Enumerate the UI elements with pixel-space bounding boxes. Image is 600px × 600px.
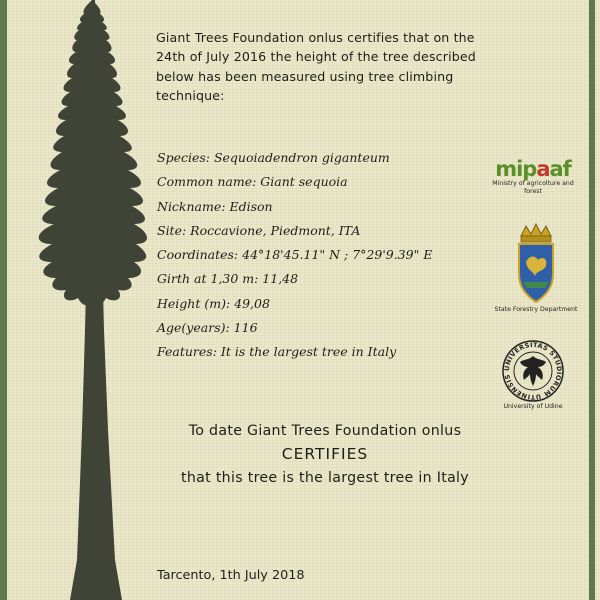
- mipaaf-wordmark: mipaaf: [495, 157, 571, 181]
- intro-paragraph: Giant Trees Foundation onlus certifies that on the 24th of July 2016 the height of the tree described below has been measured using tree climbing technique:: [156, 30, 476, 103]
- udine-logo: [492, 340, 574, 411]
- forestry-logo: [488, 222, 584, 314]
- certification-statement: [150, 421, 500, 488]
- forestry-caption: State Forestry Department: [494, 306, 578, 313]
- svg-text:UNIVERSITAS STUDIORUM UTINENSI: UNIVERSITAS STUDIORUM UTINENSIS: [502, 340, 564, 402]
- fact-common-name: Common name: Giant sequoia: [157, 174, 348, 190]
- statement-certifies: CERTIFIES: [281, 445, 369, 463]
- fact-height: Height (m): 49,08: [157, 295, 270, 311]
- fact-species: Species: Sequoiadendron giganteum: [157, 150, 390, 165]
- statement-line-1: To date Giant Trees Foundation onlus: [188, 423, 462, 439]
- right-green-border: [589, 0, 595, 600]
- tree-facts-list: [157, 146, 477, 365]
- fact-age: Age(years): 116: [157, 320, 258, 336]
- statement-line-3: that this tree is the largest tree in Italy: [181, 470, 469, 486]
- fact-nickname: Nickname: Edison: [157, 198, 273, 214]
- left-green-border: [0, 0, 7, 600]
- fact-coordinates: Coordinates: 44°18'45.11" N ; 7°29'9.39" E: [157, 247, 433, 263]
- fact-site: Site: Roccavione, Piedmont, ITA: [157, 222, 361, 238]
- university-seal-icon: [502, 340, 564, 402]
- sequoia-tree-icon: [22, 0, 150, 600]
- mipaaf-caption: Ministry of agricolture and forest: [492, 180, 574, 195]
- place-date: Tarcento, 1th July 2018: [157, 568, 305, 583]
- fact-girth: Girth at 1,30 m: 11,48: [157, 271, 299, 287]
- udine-caption: University of Udine: [503, 403, 563, 410]
- forestry-crest-icon: [513, 222, 559, 304]
- mipaaf-logo: [488, 158, 578, 196]
- fact-features: Features: It is the largest tree in Italy: [157, 344, 397, 360]
